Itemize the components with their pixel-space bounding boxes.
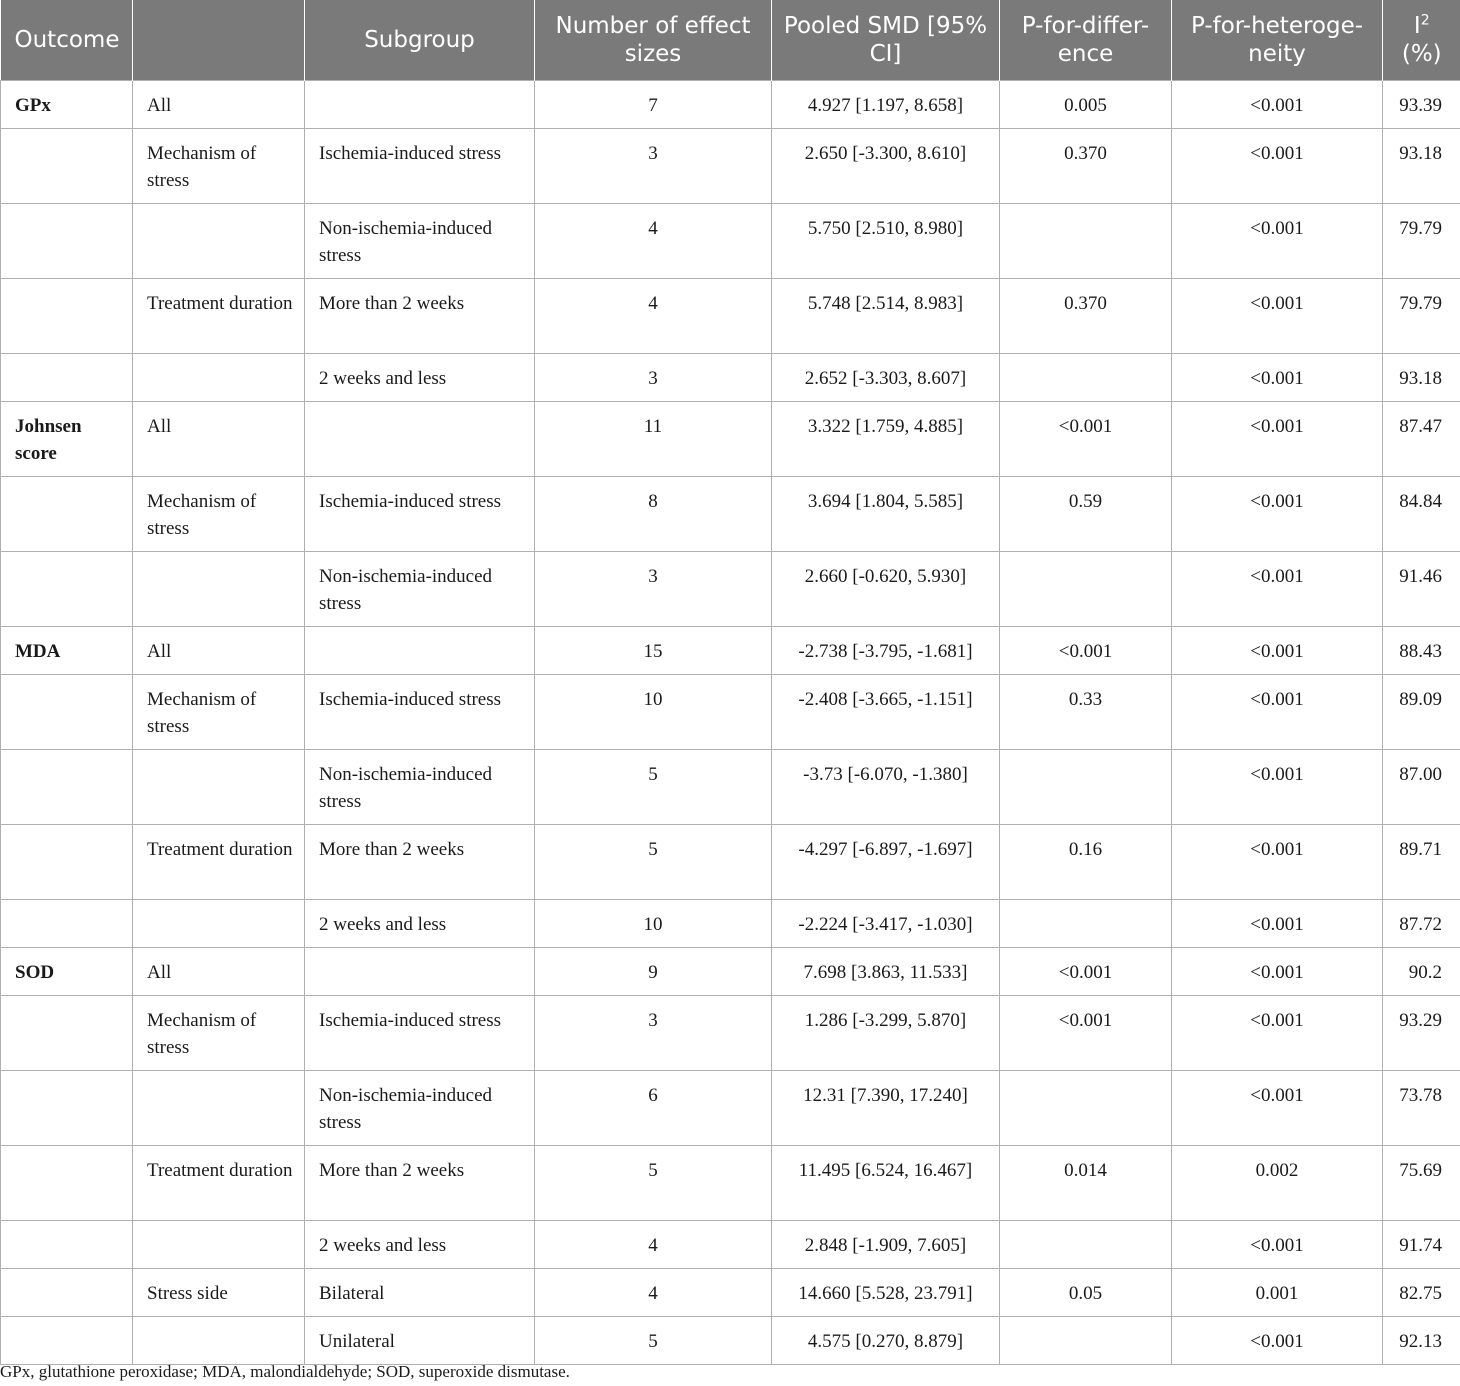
cell-number-of-effect-sizes: 15	[535, 626, 772, 674]
header-p-for-heterogeneity: P-for-heteroge-neity	[1172, 0, 1383, 80]
table-row	[1, 80, 1460, 128]
cell-pooled-smd: 7.698 [3.863, 11.533]	[772, 947, 1000, 995]
cell-i2: 92.13	[1383, 1316, 1460, 1364]
cell-p-for-heterogeneity: <0.001	[1172, 1316, 1383, 1364]
cell-number-of-effect-sizes: 4	[535, 278, 772, 353]
cell-i2: 88.43	[1383, 626, 1460, 674]
cell-pooled-smd: 2.652 [-3.303, 8.607]	[772, 353, 1000, 401]
cell-group: All	[133, 626, 305, 674]
cell-i2: 91.46	[1383, 551, 1460, 626]
cell-outcome	[1, 128, 133, 203]
cell-p-for-difference: 0.59	[1000, 476, 1172, 551]
cell-subgroup	[305, 80, 535, 128]
table-row	[1, 995, 1460, 1070]
header-i2-letter: I	[1413, 12, 1421, 39]
cell-number-of-effect-sizes: 3	[535, 995, 772, 1070]
cell-outcome	[1, 674, 133, 749]
cell-p-for-heterogeneity: <0.001	[1172, 476, 1383, 551]
cell-group	[133, 1070, 305, 1145]
cell-number-of-effect-sizes: 5	[535, 1145, 772, 1220]
cell-p-for-difference: <0.001	[1000, 947, 1172, 995]
cell-group: Mechanism of stress	[133, 995, 305, 1070]
cell-group	[133, 203, 305, 278]
table-row	[1, 401, 1460, 476]
table-row	[1, 278, 1460, 353]
table-row	[1, 947, 1460, 995]
cell-number-of-effect-sizes: 10	[535, 899, 772, 947]
header-p-for-difference: P-for-differ-ence	[1000, 0, 1172, 80]
cell-p-for-difference: 0.05	[1000, 1268, 1172, 1316]
cell-subgroup: More than 2 weeks	[305, 824, 535, 899]
table-footnote: GPx, glutathione peroxidase; MDA, malondialdehyde; SOD, superoxide dismutase.	[0, 1362, 570, 1381]
cell-outcome	[1, 899, 133, 947]
cell-p-for-heterogeneity: <0.001	[1172, 824, 1383, 899]
cell-p-for-difference	[1000, 203, 1172, 278]
cell-group	[133, 353, 305, 401]
cell-pooled-smd: 2.848 [-1.909, 7.605]	[772, 1220, 1000, 1268]
cell-p-for-heterogeneity: <0.001	[1172, 401, 1383, 476]
cell-i2: 82.75	[1383, 1268, 1460, 1316]
table-row	[1, 551, 1460, 626]
table-row	[1, 1220, 1460, 1268]
cell-subgroup: 2 weeks and less	[305, 353, 535, 401]
cell-i2: 84.84	[1383, 476, 1460, 551]
cell-group	[133, 749, 305, 824]
cell-subgroup: 2 weeks and less	[305, 1220, 535, 1268]
cell-p-for-difference: 0.370	[1000, 278, 1172, 353]
cell-pooled-smd: 2.660 [-0.620, 5.930]	[772, 551, 1000, 626]
header-i2-superscript: 2	[1420, 12, 1430, 29]
cell-p-for-difference	[1000, 1070, 1172, 1145]
cell-i2: 87.00	[1383, 749, 1460, 824]
cell-p-for-heterogeneity: <0.001	[1172, 278, 1383, 353]
cell-p-for-difference	[1000, 1316, 1172, 1364]
cell-number-of-effect-sizes: 4	[535, 1220, 772, 1268]
cell-number-of-effect-sizes: 11	[535, 401, 772, 476]
cell-subgroup: Ischemia-induced stress	[305, 476, 535, 551]
cell-i2: 93.18	[1383, 128, 1460, 203]
table-body	[1, 80, 1460, 1364]
cell-i2: 87.72	[1383, 899, 1460, 947]
cell-pooled-smd: 4.927 [1.197, 8.658]	[772, 80, 1000, 128]
table-row	[1, 353, 1460, 401]
cell-p-for-heterogeneity: <0.001	[1172, 80, 1383, 128]
header-blank	[133, 0, 305, 80]
cell-pooled-smd: -2.738 [-3.795, -1.681]	[772, 626, 1000, 674]
cell-p-for-heterogeneity: 0.002	[1172, 1145, 1383, 1220]
cell-p-for-heterogeneity: <0.001	[1172, 674, 1383, 749]
cell-group: All	[133, 80, 305, 128]
cell-outcome	[1, 551, 133, 626]
table-row	[1, 128, 1460, 203]
header-i2	[1383, 0, 1460, 80]
header-outcome: Outcome	[1, 0, 133, 80]
cell-p-for-difference: 0.005	[1000, 80, 1172, 128]
header-row	[1, 0, 1460, 80]
cell-p-for-heterogeneity: <0.001	[1172, 203, 1383, 278]
cell-subgroup	[305, 401, 535, 476]
cell-p-for-difference	[1000, 899, 1172, 947]
cell-p-for-difference: <0.001	[1000, 401, 1172, 476]
cell-i2: 93.39	[1383, 80, 1460, 128]
table-row	[1, 674, 1460, 749]
table-row	[1, 203, 1460, 278]
cell-subgroup: Ischemia-induced stress	[305, 128, 535, 203]
cell-group	[133, 1220, 305, 1268]
cell-outcome: MDA	[1, 626, 133, 674]
cell-p-for-difference	[1000, 1220, 1172, 1268]
cell-outcome	[1, 824, 133, 899]
cell-group: Treatment duration	[133, 1145, 305, 1220]
cell-subgroup: Unilateral	[305, 1316, 535, 1364]
table-row	[1, 824, 1460, 899]
cell-subgroup	[305, 947, 535, 995]
cell-subgroup	[305, 626, 535, 674]
cell-number-of-effect-sizes: 6	[535, 1070, 772, 1145]
cell-pooled-smd: -3.73 [-6.070, -1.380]	[772, 749, 1000, 824]
cell-subgroup: 2 weeks and less	[305, 899, 535, 947]
cell-p-for-difference: <0.001	[1000, 995, 1172, 1070]
cell-pooled-smd: 1.286 [-3.299, 5.870]	[772, 995, 1000, 1070]
cell-i2: 79.79	[1383, 203, 1460, 278]
cell-p-for-heterogeneity: <0.001	[1172, 128, 1383, 203]
cell-number-of-effect-sizes: 8	[535, 476, 772, 551]
cell-group: Treatment duration	[133, 278, 305, 353]
cell-pooled-smd: 5.748 [2.514, 8.983]	[772, 278, 1000, 353]
table-row	[1, 749, 1460, 824]
cell-group	[133, 1316, 305, 1364]
cell-subgroup: Ischemia-induced stress	[305, 674, 535, 749]
cell-outcome	[1, 1268, 133, 1316]
cell-outcome	[1, 1220, 133, 1268]
header-number-of-effect-sizes: Number of effect sizes	[535, 0, 772, 80]
cell-number-of-effect-sizes: 3	[535, 353, 772, 401]
cell-subgroup: Non-ischemia-induced stress	[305, 749, 535, 824]
cell-subgroup: More than 2 weeks	[305, 278, 535, 353]
cell-group: Treatment duration	[133, 824, 305, 899]
table-row	[1, 476, 1460, 551]
cell-number-of-effect-sizes: 5	[535, 749, 772, 824]
cell-group: All	[133, 401, 305, 476]
cell-p-for-difference: <0.001	[1000, 626, 1172, 674]
cell-i2: 89.09	[1383, 674, 1460, 749]
cell-i2: 75.69	[1383, 1145, 1460, 1220]
cell-p-for-heterogeneity: <0.001	[1172, 899, 1383, 947]
cell-i2: 79.79	[1383, 278, 1460, 353]
cell-outcome	[1, 1316, 133, 1364]
cell-i2: 87.47	[1383, 401, 1460, 476]
cell-outcome	[1, 203, 133, 278]
cell-pooled-smd: 3.694 [1.804, 5.585]	[772, 476, 1000, 551]
cell-number-of-effect-sizes: 9	[535, 947, 772, 995]
cell-outcome: GPx	[1, 80, 133, 128]
table-row	[1, 1316, 1460, 1364]
cell-pooled-smd: -2.408 [-3.665, -1.151]	[772, 674, 1000, 749]
cell-i2: 93.29	[1383, 995, 1460, 1070]
table-row	[1, 626, 1460, 674]
cell-pooled-smd: 11.495 [6.524, 16.467]	[772, 1145, 1000, 1220]
cell-i2: 91.74	[1383, 1220, 1460, 1268]
cell-p-for-difference: 0.16	[1000, 824, 1172, 899]
cell-subgroup: Ischemia-induced stress	[305, 995, 535, 1070]
cell-number-of-effect-sizes: 7	[535, 80, 772, 128]
cell-outcome	[1, 476, 133, 551]
cell-outcome	[1, 278, 133, 353]
cell-i2: 90.2	[1383, 947, 1460, 995]
cell-p-for-heterogeneity: <0.001	[1172, 551, 1383, 626]
cell-number-of-effect-sizes: 3	[535, 128, 772, 203]
cell-p-for-heterogeneity: <0.001	[1172, 1070, 1383, 1145]
cell-group	[133, 899, 305, 947]
cell-pooled-smd: 4.575 [0.270, 8.879]	[772, 1316, 1000, 1364]
cell-p-for-heterogeneity: <0.001	[1172, 626, 1383, 674]
cell-number-of-effect-sizes: 3	[535, 551, 772, 626]
cell-p-for-difference	[1000, 551, 1172, 626]
cell-group: Mechanism of stress	[133, 674, 305, 749]
cell-p-for-difference: 0.370	[1000, 128, 1172, 203]
cell-i2: 73.78	[1383, 1070, 1460, 1145]
cell-outcome	[1, 353, 133, 401]
cell-p-for-difference: 0.014	[1000, 1145, 1172, 1220]
table-row	[1, 1268, 1460, 1316]
cell-p-for-difference	[1000, 749, 1172, 824]
cell-group: All	[133, 947, 305, 995]
cell-subgroup: Non-ischemia-induced stress	[305, 551, 535, 626]
cell-pooled-smd: 14.660 [5.528, 23.791]	[772, 1268, 1000, 1316]
cell-i2: 93.18	[1383, 353, 1460, 401]
cell-p-for-difference	[1000, 353, 1172, 401]
table-row	[1, 1070, 1460, 1145]
cell-group: Mechanism of stress	[133, 476, 305, 551]
header-i2-unit: (%)	[1401, 40, 1442, 67]
cell-pooled-smd: 3.322 [1.759, 4.885]	[772, 401, 1000, 476]
table-row	[1, 899, 1460, 947]
cell-pooled-smd: 12.31 [7.390, 17.240]	[772, 1070, 1000, 1145]
cell-group: Stress side	[133, 1268, 305, 1316]
cell-group	[133, 551, 305, 626]
cell-pooled-smd: 5.750 [2.510, 8.980]	[772, 203, 1000, 278]
table-row	[1, 1145, 1460, 1220]
cell-p-for-difference: 0.33	[1000, 674, 1172, 749]
cell-subgroup: Bilateral	[305, 1268, 535, 1316]
cell-pooled-smd: -4.297 [-6.897, -1.697]	[772, 824, 1000, 899]
cell-i2: 89.71	[1383, 824, 1460, 899]
cell-p-for-heterogeneity: <0.001	[1172, 1220, 1383, 1268]
cell-number-of-effect-sizes: 4	[535, 203, 772, 278]
cell-p-for-heterogeneity: <0.001	[1172, 995, 1383, 1070]
cell-group: Mechanism of stress	[133, 128, 305, 203]
header-subgroup: Subgroup	[305, 0, 535, 80]
cell-subgroup: Non-ischemia-induced stress	[305, 203, 535, 278]
cell-outcome	[1, 1070, 133, 1145]
cell-outcome	[1, 1145, 133, 1220]
cell-p-for-heterogeneity: <0.001	[1172, 749, 1383, 824]
cell-p-for-heterogeneity: 0.001	[1172, 1268, 1383, 1316]
cell-p-for-heterogeneity: <0.001	[1172, 947, 1383, 995]
cell-subgroup: More than 2 weeks	[305, 1145, 535, 1220]
cell-outcome: Johnsen score	[1, 401, 133, 476]
cell-outcome	[1, 749, 133, 824]
cell-outcome: SOD	[1, 947, 133, 995]
cell-outcome	[1, 995, 133, 1070]
cell-pooled-smd: 2.650 [-3.300, 8.610]	[772, 128, 1000, 203]
cell-number-of-effect-sizes: 10	[535, 674, 772, 749]
header-pooled-smd: Pooled SMD [95% CI]	[772, 0, 1000, 80]
cell-p-for-heterogeneity: <0.001	[1172, 353, 1383, 401]
cell-number-of-effect-sizes: 5	[535, 1316, 772, 1364]
cell-subgroup: Non-ischemia-induced stress	[305, 1070, 535, 1145]
cell-number-of-effect-sizes: 5	[535, 824, 772, 899]
cell-pooled-smd: -2.224 [-3.417, -1.030]	[772, 899, 1000, 947]
cell-number-of-effect-sizes: 4	[535, 1268, 772, 1316]
